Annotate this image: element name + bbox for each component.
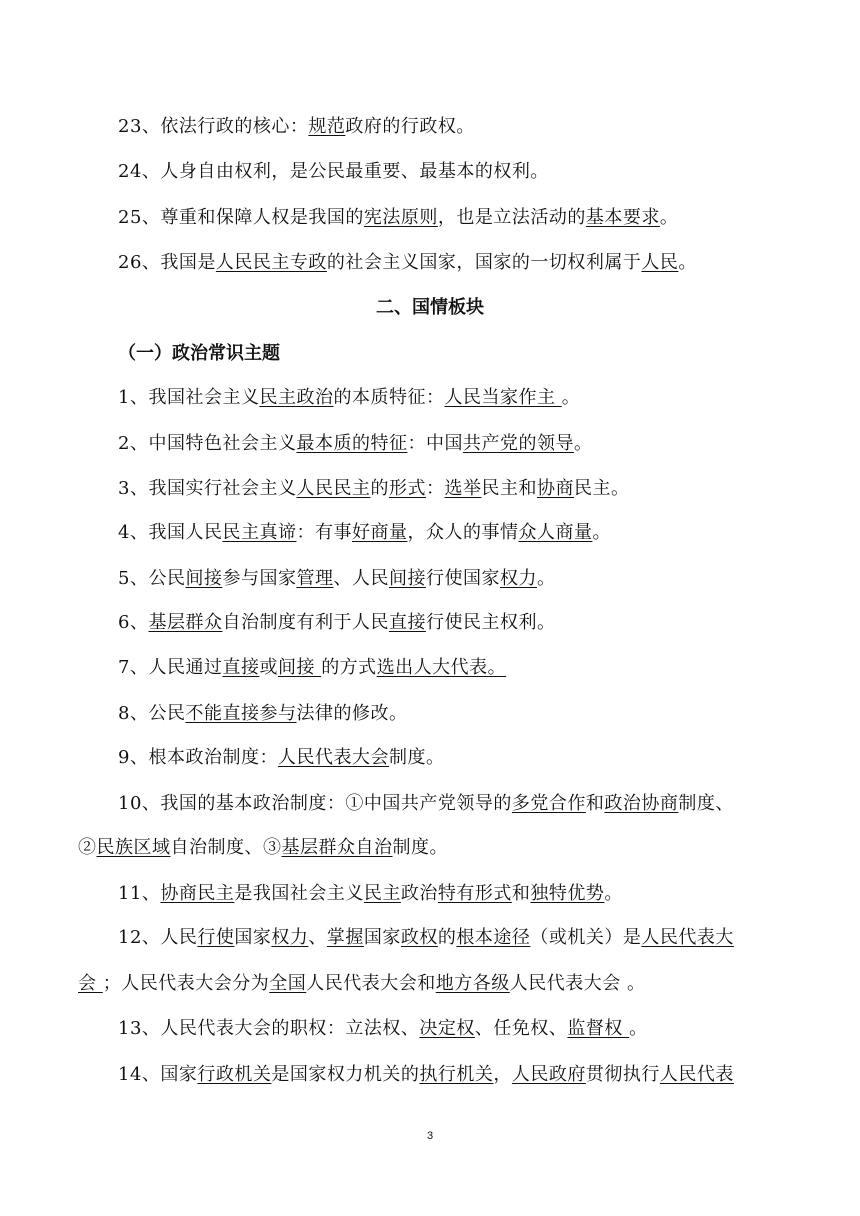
text-run: 民主。 [573,478,630,499]
underlined-term: 民主真谛 [222,522,297,543]
text-run: 26、我国是 [118,252,216,273]
underlined-term: 好商量 [351,522,408,543]
underlined-term: 行政机关 [197,1064,272,1085]
text-run: ：中国 [407,433,463,454]
text-run: ， [493,1064,512,1085]
underlined-term: 宪法原则 [363,207,438,228]
underlined-term: 间接 [388,568,426,589]
text-run: 6、 [118,612,149,633]
underlined-term: 最本质的特征 [296,433,408,454]
text-run: 2、中国特色社会主义 [118,433,297,454]
underlined-term: 权力 [499,568,537,589]
text-line [118,160,549,184]
underlined-term: 协商民主 [160,883,235,904]
underlined-term: 选出人大代表。 [376,657,507,678]
underlined-term: 人民民主专政 [215,252,327,273]
underlined-term: 根本途径 [456,927,531,948]
text-run: 参与国家 [222,568,297,589]
text-run: 制度。 [392,837,448,858]
text-run: 4、我国人民 [118,522,223,543]
text-line [118,386,580,410]
underlined-term: 基本要求 [585,207,660,228]
text-run: 7、人民通过 [118,657,223,678]
underlined-term: 选举 [444,478,482,499]
text-run: 行使国家 [425,568,500,589]
text-run: 自治制度有利于人民 [222,612,389,633]
underlined-term: 多党合作 [511,793,586,814]
text-run: 。 [592,522,611,543]
underlined-term: 直接 [388,612,426,633]
underlined-term: 政治协商 [604,793,679,814]
text-run: 自治制度、③ [170,837,282,858]
underlined-term: 独特优势 [530,883,605,904]
text-line [118,926,734,950]
text-line [118,1017,648,1041]
text-run: 11、 [118,883,161,904]
text-line [118,702,407,726]
text-run: 25、尊重和保障人权是我国的 [118,207,364,228]
underlined-term: 规范 [308,116,346,137]
underlined-term: 间接 [185,568,223,589]
text-run: 法律的修改。 [296,703,408,724]
text-run: 人民代表大会 。 [509,973,646,994]
text-run: 。 [678,252,697,273]
underlined-term: 民主政治 [259,387,334,408]
page-number: 3 [426,1130,434,1142]
text-run: （或机关）是 [530,927,642,948]
text-run: 人民代表大会和 [306,973,436,994]
underlined-term: 管理 [296,568,334,589]
text-run: 1、我国社会主义 [118,387,260,408]
text-line [118,567,555,591]
underlined-term: 人民代表 [659,1064,734,1085]
text-line [118,432,592,456]
text-run: 12、人民 [118,927,198,948]
underlined-term: 基层群众自治 [281,837,393,858]
text-run: 3、我国实行社会主义 [118,478,297,499]
text-run: 制度。 [388,747,445,768]
underlined-term: 政权 [400,927,438,948]
text-run: 制度、 [678,793,734,814]
text-run: ，也是立法活动的 [437,207,586,228]
text-run: 的社会主义国家，国家的一切权利属于 [326,252,642,273]
text-run: 。 [659,207,679,228]
underlined-term: 全国 [269,973,307,994]
underlined-term: 人民代表大 [641,927,734,948]
underlined-term: 形式 [388,478,426,499]
underlined-term: 民族区域 [96,837,171,858]
text-run: 国家 [363,927,401,948]
underlined-term: 共产党的领导 [462,433,574,454]
text-run: 10、我国的基本政治制度：①中国共产党领导的 [118,793,512,814]
underlined-term: 众人商量 [518,522,593,543]
text-line [118,206,678,230]
underlined-term: 人民当家作主 [444,387,562,408]
text-line [78,972,645,996]
text-run: 、 [308,927,327,948]
underlined-term: 人民 [641,252,679,273]
text-run: ② [78,837,97,858]
text-run: 是国家权力机关的 [271,1064,420,1085]
text-run: 9、根本政治制度： [118,747,278,768]
underlined-term: 人民代表大会 [277,747,389,768]
underlined-term: 特有形式 [437,883,512,904]
text-run: 政府的行政权。 [345,116,475,137]
underlined-term: 会 [78,973,103,994]
underlined-term: 直接 [222,657,260,678]
text-run: 的 [370,478,389,499]
underlined-term: 人民政府 [511,1064,586,1085]
text-line [118,882,623,906]
text-run: 13、人民代表大会的职权：立法权、 [118,1018,420,1039]
text-run: 和 [585,793,605,814]
text-run: 23、依法行政的核心： [118,116,309,137]
underlined-term: 决定权 [419,1018,475,1039]
text-run: 14、国家 [118,1064,198,1085]
underlined-term: 执行机关 [419,1064,494,1085]
text-line [118,521,611,545]
subsection-title: （一）政治常识主题 [118,343,280,364]
text-run: 的本质特征： [333,387,445,408]
text-run: 、任免权、 [474,1018,568,1039]
text-run: 或 [259,657,278,678]
text-run: 、人民 [333,568,389,589]
underlined-term: 不能直接参与 [185,703,297,724]
underlined-term: 掌握 [326,927,364,948]
underlined-term: 人民民主 [296,478,371,499]
text-line [118,656,506,680]
text-run: ；人民代表大会分为 [102,973,270,994]
text-line [118,251,697,275]
text-line [118,746,444,770]
text-line [78,836,448,860]
underlined-term: 监督权 [567,1018,630,1039]
text-run: 24、人身自由权利，是公民最重要、最基本的权利。 [118,161,549,182]
text-run: 是我国社会主义 [234,883,364,904]
text-line [118,792,734,816]
underlined-term: 民主 [363,883,401,904]
text-line [118,611,555,635]
underlined-term: 权力 [271,927,309,948]
text-run: 贯彻执行 [585,1064,660,1085]
text-run: ，众人的事情 [407,522,519,543]
text-run: 国家 [234,927,272,948]
underlined-term: 基层群众 [148,612,223,633]
text-run: ： [425,478,445,499]
text-line [118,477,629,501]
text-run: 8、公民 [118,703,186,724]
underlined-term: 地方各级 [435,973,510,994]
text-run: 。 [536,568,556,589]
underlined-term: 间接 [277,657,322,678]
text-run: 政治 [400,883,438,904]
section-title: 二、国情板块 [376,297,484,318]
text-run: ：有事 [296,522,352,543]
text-run: 5、公民 [118,568,186,589]
text-run: 。 [573,433,593,454]
underlined-term: 协商 [536,478,574,499]
text-run: 的 [437,927,457,948]
text-line [118,1063,734,1087]
text-line [118,115,475,139]
underlined-term: 行使 [197,927,235,948]
text-run: 民主和 [481,478,537,499]
text-run: 的方式 [321,657,377,678]
text-run: 行使民主权利。 [425,612,556,633]
text-run: 。 [561,387,581,408]
text-run: 。 [604,883,623,904]
text-run: 和 [511,883,531,904]
text-run: 。 [629,1018,648,1039]
